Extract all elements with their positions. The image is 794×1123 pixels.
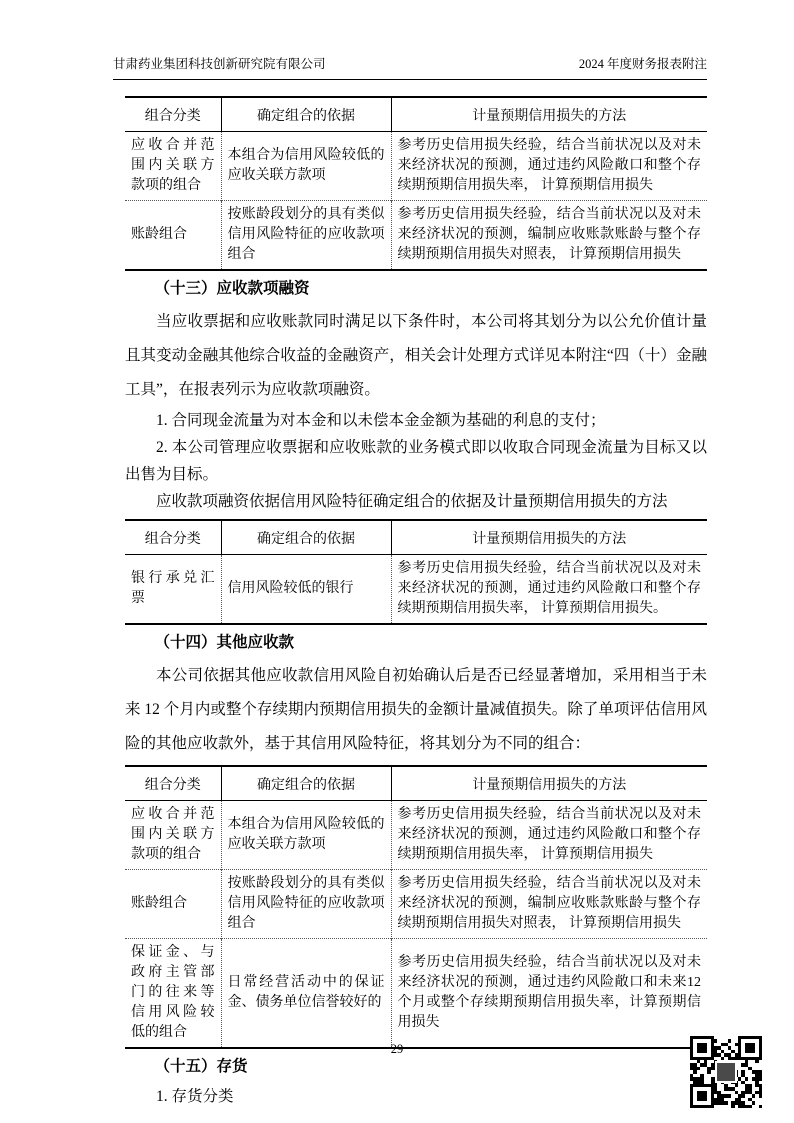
credit-loss-table-other-receivables (125, 765, 707, 1049)
section-13-lead-in: 应收款项融资依据信用风险特征确定组合的依据及计量预期信用损失的方法 (156, 493, 668, 510)
company-name: 甘肃药业集团科技创新研究院有限公司 (113, 57, 326, 71)
section-15-title: （十五）存货 (154, 1058, 248, 1075)
table-cell: 日常经营活动中的保证金、债务单位信誉较好的 (221, 939, 391, 1049)
column-header-method: 计量预期信用损失的方法 (391, 766, 707, 801)
table-cell: 应收合并范围内关联方款项的组合 (131, 807, 215, 862)
table-cell: 账龄组合 (125, 870, 221, 939)
section-13-title: （十三）应收款项融资 (154, 280, 310, 297)
column-header-portfolio: 组合分类 (125, 97, 221, 132)
table-row (125, 870, 707, 939)
table-cell: 账龄组合 (125, 201, 221, 271)
table-row (125, 801, 707, 870)
column-header-method: 计量预期信用损失的方法 (391, 97, 707, 132)
page-content (125, 96, 707, 1110)
table-header-row (125, 520, 707, 555)
table-cell: 银行承兑汇票 (131, 571, 215, 606)
section-13-paragraph: 当应收票据和应收账款同时满足以下条件时，本公司将其划分为以公允价值计量且其变动金融其他综合收益的金融资产，相关会计处理方式详见本附注“四（十）金融工具”，在报表列示为应收款项融资。 (125, 313, 707, 398)
table-cell: 参考历史信用损失经验，结合当前状况以及对未来经济状况的预测，编制应收账款账龄与整个存续期预期信用损失对照表， 计算预期信用损失 (391, 870, 707, 939)
table-cell: 按账龄段划分的具有类似信用风险特征的应收款项组合 (221, 201, 391, 271)
table-header-row (125, 766, 707, 801)
table-cell: 按账龄段划分的具有类似信用风险特征的应收款项组合 (221, 870, 391, 939)
table-cell: 参考历史信用损失经验，结合当前状况以及对未来经济状况的预测，编制应收账款账龄与整个存续期预期信用损失对照表， 计算预期信用损失 (391, 201, 707, 271)
credit-loss-table-receivables (125, 96, 707, 271)
qr-code (690, 1036, 762, 1108)
doc-title: 2024 年度财务报表附注 (578, 57, 707, 71)
table-cell: 保证金、与政府主管部门的往来等信用风险较低的组合 (125, 939, 221, 1049)
table-cell: 参考历史信用损失经验，结合当前状况以及对未来经济状况的预测，通过违约风险敞口和未来12个月或整个存续期预期信用损失率，计算预期信用损失 (391, 939, 707, 1049)
section-14-title: （十四）其他应收款 (154, 634, 294, 651)
table-cell: 信用风险较低的银行 (221, 555, 391, 625)
table-cell: 参考历史信用损失经验，结合当前状况以及对未来经济状况的预测，通过违约风险敞口和整个存续期预期信用损失率， 计算预期信用损失。 (391, 555, 707, 625)
section-14-paragraph: 本公司依据其他应收款信用风险自初始确认后是否已经显著增加，采用相当于未来 12 个月内或整个存续期内预期信用损失的金额计量减值损失。除了单项评估信用风险的其他应收款外，基于其信用风险特征，将其划分为不同的组合： (125, 667, 707, 752)
column-header-method: 计量预期信用损失的方法 (391, 520, 707, 555)
column-header-basis: 确定组合的依据 (221, 766, 391, 801)
table-cell: 参考历史信用损失经验，结合当前状况以及对未来经济状况的预测，通过违约风险敞口和整个存续期预期信用损失率， 计算预期信用损失 (391, 801, 707, 870)
column-header-basis: 确定组合的依据 (221, 97, 391, 132)
section-15-item-inventory-classification: 1. 存货分类 (156, 1088, 234, 1105)
column-header-basis: 确定组合的依据 (221, 520, 391, 555)
section-13-list-item-1: 1. 合同现金流量为对本金和以未偿本金金额为基础的利息的支付； (156, 412, 606, 429)
table-row (125, 555, 707, 625)
table-cell: 参考历史信用损失经验，结合当前状况以及对未来经济状况的预测，通过违约风险敞口和整个存续期预期信用损失率， 计算预期信用损失 (391, 132, 707, 201)
page-number: 29 (390, 1042, 404, 1056)
table-cell: 应收合并范围内关联方款项的组合 (131, 138, 215, 193)
table-cell: 本组合为信用风险较低的应收关联方款项 (221, 801, 391, 870)
section-13-list-item-2: 2. 本公司管理应收票据和应收账款的业务模式即以收取合同现金流量为目标又以出售为目标。 (125, 439, 707, 483)
column-header-portfolio: 组合分类 (125, 766, 221, 801)
column-header-portfolio: 组合分类 (125, 520, 221, 555)
table-header-row (125, 97, 707, 132)
page-header (113, 54, 707, 80)
table-row (125, 201, 707, 271)
table-row (125, 939, 707, 1049)
credit-loss-table-financing (125, 519, 707, 625)
table-row (125, 132, 707, 201)
table-cell: 本组合为信用风险较低的应收关联方款项 (221, 132, 391, 201)
